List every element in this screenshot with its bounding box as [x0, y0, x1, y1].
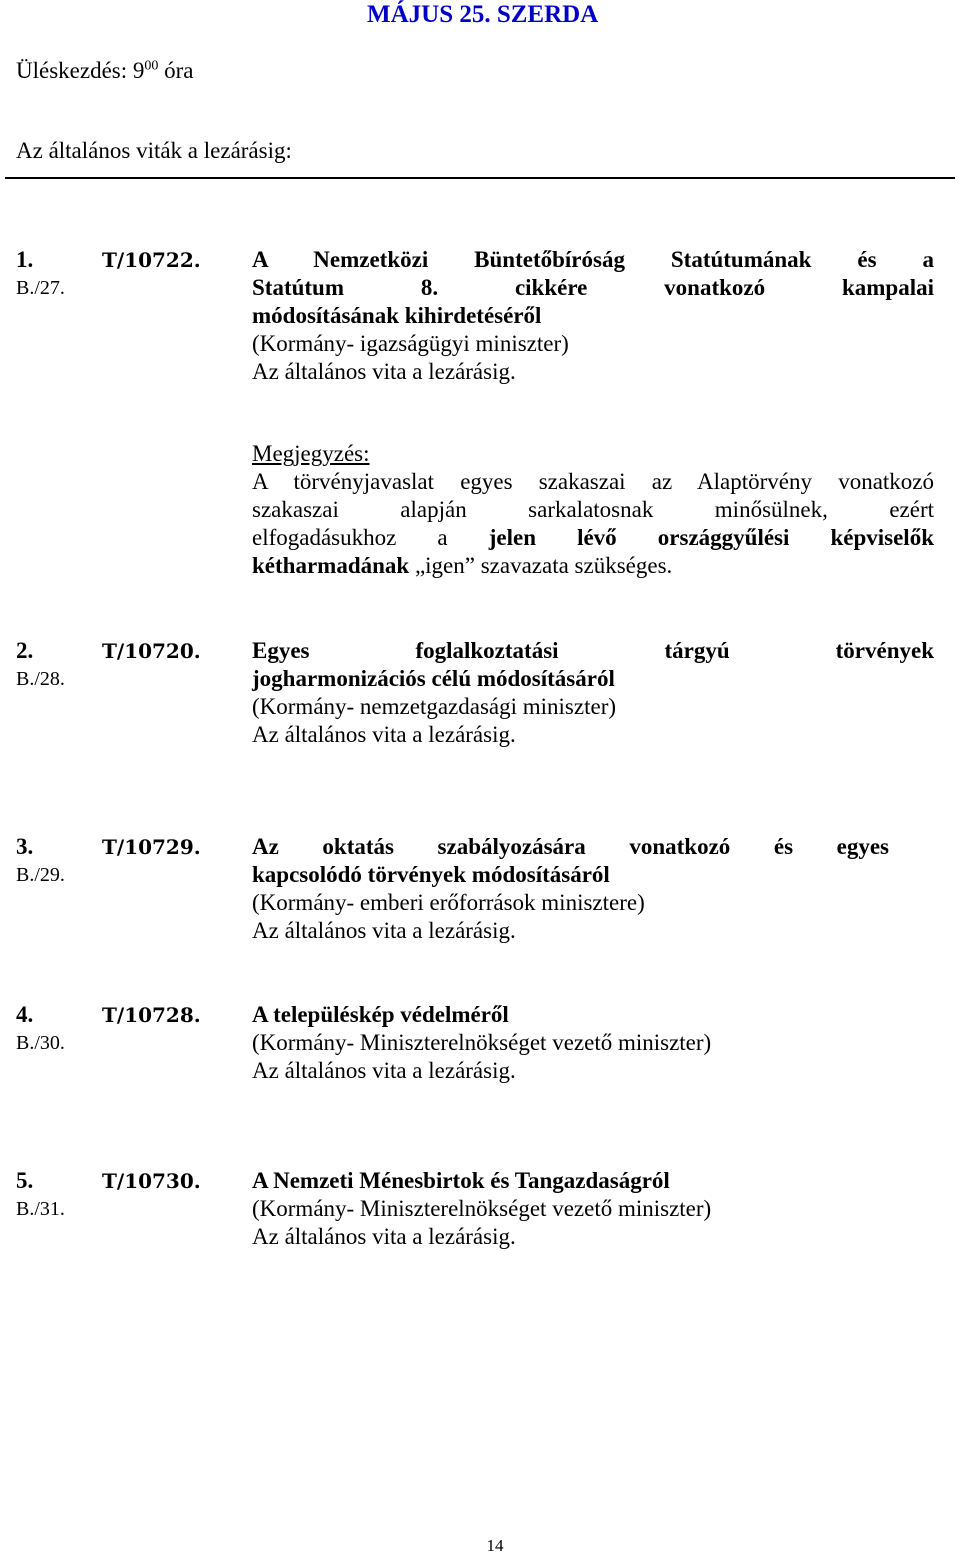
item-3-submitter: (Kormány- emberi erőforrások minisztere)	[252, 890, 645, 915]
item-5-b-number: B./31.	[16, 1198, 65, 1220]
item-5-content	[252, 1167, 934, 1251]
item-1-t-number: T/10722.	[102, 248, 201, 272]
session-start-minutes: 00	[144, 58, 159, 74]
item-4-title-line: A településkép védelméről	[252, 1002, 509, 1027]
item-1-title-line: módosításának kihirdetéséről	[252, 303, 542, 328]
item-4-b-number: B./30.	[16, 1032, 65, 1054]
item-1-number: 1.	[16, 247, 34, 272]
item-5-title-line: A Nemzeti Ménesbirtok és Tangazdaságról	[252, 1168, 670, 1193]
item-1-submitter: (Kormány- igazságügyi miniszter)	[252, 331, 569, 356]
note-text: elfogadásukhoz a	[252, 525, 489, 550]
note-line: A törvényjavaslat egyes szakaszai az Alaptörvény vonatkozó	[252, 469, 934, 494]
item-2-title-line: jogharmonizációs célú módosításáról	[252, 666, 615, 691]
note-line	[252, 524, 934, 552]
item-1-title-line: Statútum 8. cikkére vonatkozó kampalai	[252, 275, 934, 300]
item-3-t-number: T/10729.	[102, 835, 201, 859]
item-3-title-line: kapcsolódó törvények módosításáról	[252, 862, 610, 887]
item-3-content	[252, 833, 889, 945]
item-3-number: 3.	[16, 834, 34, 859]
item-3-b-number: B./29.	[16, 864, 65, 886]
item-4-t-number: T/10728.	[102, 1003, 201, 1027]
item-2-title-line: Egyes foglalkoztatási tárgyú törvények	[252, 638, 934, 663]
item-4-number: 4.	[16, 1002, 34, 1027]
item-5-t-number: T/10730.	[102, 1169, 201, 1193]
item-2-status: Az általános vita a lezárásig.	[252, 722, 516, 747]
session-start-time	[16, 57, 194, 85]
page-number: 14	[486, 1536, 504, 1555]
item-2-number: 2.	[16, 638, 34, 663]
item-2-submitter: (Kormány- nemzetgazdasági miniszter)	[252, 694, 617, 719]
item-1-note	[252, 440, 934, 580]
page-date-heading: MÁJUS 25. SZERDA	[367, 1, 599, 28]
item-4-status: Az általános vita a lezárásig.	[252, 1058, 516, 1083]
header-divider	[5, 177, 955, 179]
note-emphasis: jelen lévő országgyűlési képviselők	[488, 525, 934, 550]
item-5-number: 5.	[16, 1168, 34, 1193]
item-2-content	[252, 637, 934, 749]
item-1-b-number: B./27.	[16, 277, 65, 299]
general-debates-heading: Az általános viták a lezárásig:	[16, 138, 292, 163]
note-label: Megjegyzés:	[252, 441, 370, 466]
item-5-submitter: (Kormány- Miniszterelnökséget vezető miniszter)	[252, 1196, 712, 1221]
note-text: „igen” szavazata szükséges.	[409, 553, 673, 578]
item-1-title-line: A Nemzetközi Büntetőbíróság Statútumának és a	[252, 247, 934, 272]
session-start-label: Üléskezdés: 9	[16, 58, 145, 83]
session-start-suffix: óra	[158, 58, 194, 83]
item-1-content	[252, 246, 934, 386]
item-3-title-line: Az oktatás szabályozására vonatkozó és egyes	[252, 834, 889, 859]
item-2-b-number: B./28.	[16, 668, 65, 690]
note-emphasis: kétharmadának	[252, 553, 410, 578]
item-2-t-number: T/10720.	[102, 639, 201, 663]
note-line	[252, 552, 934, 580]
item-5-status: Az általános vita a lezárásig.	[252, 1224, 516, 1249]
item-3-status: Az általános vita a lezárásig.	[252, 918, 516, 943]
item-4-submitter: (Kormány- Miniszterelnökséget vezető miniszter)	[252, 1030, 712, 1055]
note-line: szakaszai alapján sarkalatosnak minősülnek, ezért	[252, 497, 934, 522]
item-1-status: Az általános vita a lezárásig.	[252, 359, 516, 384]
item-4-content	[252, 1001, 934, 1085]
